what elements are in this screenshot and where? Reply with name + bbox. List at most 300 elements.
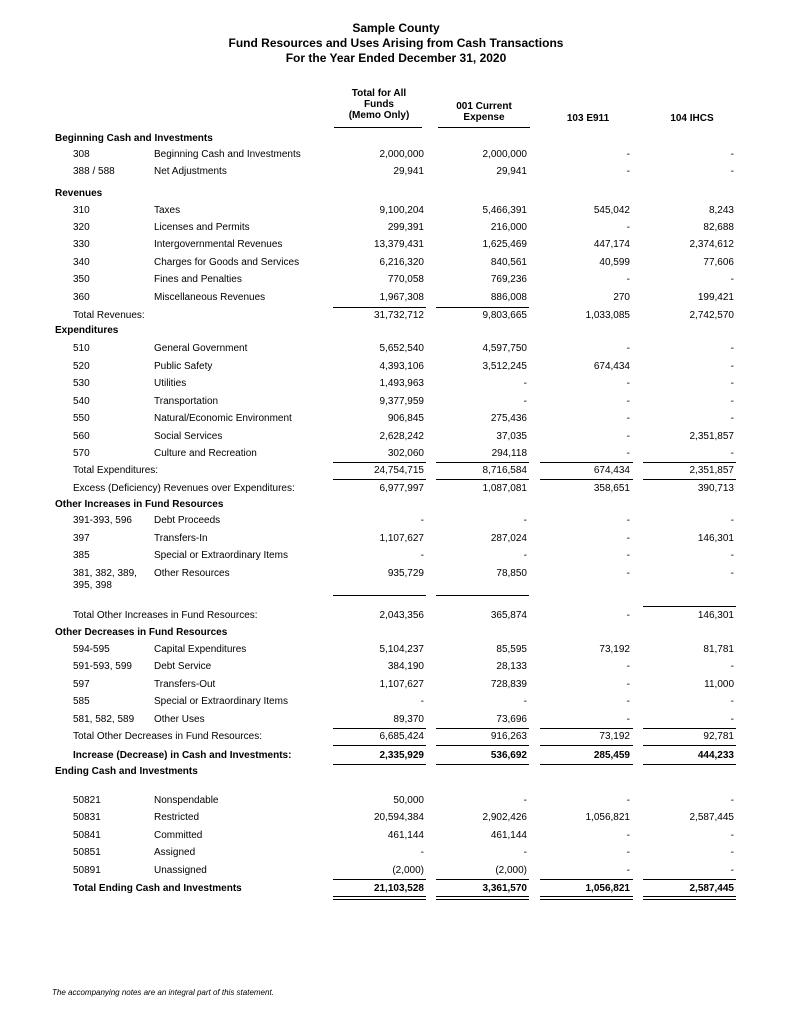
cell-001: 4,597,750: [482, 343, 527, 354]
row-desc: Special or Extraordinary Items: [154, 696, 288, 707]
section-revenues: [0, 187, 792, 201]
cell-001: 8,716,584: [482, 465, 527, 476]
cell-104: 390,713: [697, 483, 734, 494]
cell-103: -: [626, 568, 630, 579]
section-beginning: [0, 132, 792, 146]
section-other-increases: [0, 498, 792, 512]
rule: [333, 879, 426, 880]
cell-103: -: [626, 661, 630, 672]
cell-103: -: [626, 222, 630, 233]
cell-104: 2,351,857: [689, 465, 734, 476]
cell-001: 769,236: [490, 274, 527, 285]
row-label: Total Other Increases in Fund Resources:: [73, 610, 258, 621]
row-label: Total Revenues:: [73, 310, 145, 321]
cell-103: -: [626, 830, 630, 841]
cell-001: 2,000,000: [482, 149, 527, 160]
cell-104: 82,688: [703, 222, 734, 233]
cell-104: -: [730, 515, 734, 526]
row-code: 385: [73, 550, 90, 561]
row-code: 570: [73, 448, 90, 459]
row-desc: General Government: [154, 343, 248, 354]
cell-total: 5,652,540: [379, 343, 424, 354]
rule: [333, 462, 426, 463]
total-row: [0, 749, 792, 763]
cell-103: -: [626, 166, 630, 177]
table-row: [0, 221, 792, 235]
cell-001: -: [523, 396, 527, 407]
table-row: [0, 273, 792, 287]
rule: [540, 462, 633, 463]
rule: [333, 728, 426, 729]
cell-total: 299,391: [387, 222, 424, 233]
double-rule: [436, 896, 529, 900]
row-label: Total Expenditures:: [73, 465, 159, 476]
rule: [540, 479, 633, 480]
cell-103: -: [626, 847, 630, 858]
table-row: [0, 678, 792, 692]
cell-103: -: [626, 515, 630, 526]
cell-104: -: [730, 166, 734, 177]
table-row: [0, 204, 792, 218]
rule: [540, 745, 633, 746]
cell-001: -: [523, 378, 527, 389]
rule: [436, 595, 529, 596]
cell-103: -: [626, 396, 630, 407]
section-label: Expenditures: [55, 325, 119, 336]
cell-001: 728,839: [490, 679, 527, 690]
row-code: 530: [73, 378, 90, 389]
cell-total: 2,000,000: [379, 149, 424, 160]
cell-001: 275,436: [490, 413, 527, 424]
rule: [436, 745, 529, 746]
cell-001: 2,902,426: [482, 812, 527, 823]
row-desc: Capital Expenditures: [154, 644, 247, 655]
cell-104: -: [730, 343, 734, 354]
row-code: 388 / 588: [73, 166, 115, 177]
cell-001: 3,361,570: [482, 883, 527, 894]
cell-104: 2,587,445: [689, 812, 734, 823]
rule: [643, 745, 736, 746]
row-label: Total Ending Cash and Investments: [73, 883, 242, 894]
cell-total: -: [420, 515, 424, 526]
row-desc: Taxes: [154, 205, 181, 216]
cell-total: -: [420, 847, 424, 858]
cell-total: 9,377,959: [379, 396, 424, 407]
section-label: Ending Cash and Investments: [55, 766, 198, 777]
row-desc: Nonspendable: [154, 795, 219, 806]
rule: [643, 728, 736, 729]
col-103-heading: [538, 113, 638, 124]
table-row: [0, 238, 792, 252]
footnote: The accompanying notes are an integral part of this statement.: [52, 988, 274, 997]
cell-total: 906,845: [387, 413, 424, 424]
rule: [436, 879, 529, 880]
row-code: 585: [73, 696, 90, 707]
rule: [540, 879, 633, 880]
cell-total: 9,100,204: [379, 205, 424, 216]
row-code: 340: [73, 257, 90, 268]
cell-001: 3,512,245: [482, 361, 527, 372]
cell-104: -: [730, 696, 734, 707]
table-row: [0, 532, 792, 546]
cell-001: 840,561: [490, 257, 527, 268]
report-period: For the Year Ended December 31, 2020: [285, 51, 507, 65]
cell-104: 2,374,612: [689, 239, 734, 250]
cell-total: 4,393,106: [379, 361, 424, 372]
rule: [643, 479, 736, 480]
cell-001: -: [523, 515, 527, 526]
cell-104: 2,587,445: [689, 883, 734, 894]
cell-001: 73,696: [496, 714, 527, 725]
cell-104: 8,243: [708, 205, 734, 216]
table-row-continuation: [0, 579, 792, 593]
cell-103: -: [626, 378, 630, 389]
col-104-heading: [642, 113, 742, 124]
row-code: 391-393, 596: [73, 515, 132, 526]
cell-104: -: [730, 448, 734, 459]
table-row: [0, 794, 792, 808]
double-rule: [333, 896, 426, 900]
cell-103: 1,056,821: [585, 883, 630, 894]
table-row: [0, 846, 792, 860]
cell-001: 287,024: [490, 533, 527, 544]
table-row: [0, 360, 792, 374]
cell-total: 89,370: [393, 714, 424, 725]
cell-103: -: [626, 795, 630, 806]
row-desc: Assigned: [154, 847, 196, 858]
row-code: 50831: [73, 812, 101, 823]
section-label: Revenues: [55, 188, 103, 199]
row-code: 594-595: [73, 644, 110, 655]
rule: [333, 307, 426, 308]
cell-001: 294,118: [491, 448, 527, 459]
table-row: [0, 864, 792, 878]
cell-104: -: [730, 830, 734, 841]
table-row: [0, 395, 792, 409]
table-row: [0, 643, 792, 657]
total-row: [0, 882, 792, 896]
total-row: [0, 309, 792, 323]
total-row: [0, 609, 792, 623]
row-desc: Special or Extraordinary Items: [154, 550, 288, 561]
row-label: Total Other Decreases in Fund Resources:: [73, 731, 262, 742]
cell-103: -: [626, 696, 630, 707]
cell-total: 1,967,308: [379, 292, 424, 303]
cell-104: -: [730, 568, 734, 579]
table-row: [0, 514, 792, 528]
row-desc: Other Resources: [154, 568, 230, 579]
row-desc: Transportation: [154, 396, 219, 407]
cell-001: 365,874: [490, 610, 527, 621]
cell-total: -: [420, 696, 424, 707]
report-title: Fund Resources and Uses Arising from Cash Transactions: [228, 36, 564, 50]
cell-001: 1,087,081: [482, 483, 527, 494]
table-row: [0, 377, 792, 391]
section-ending: [0, 765, 792, 779]
row-code: 50841: [73, 830, 101, 841]
cell-001: 916,263: [490, 731, 527, 742]
cell-103: 447,174: [593, 239, 630, 250]
row-desc: Transfers-In: [154, 533, 208, 544]
cell-total: 461,144: [387, 830, 424, 841]
cell-001: 461,144: [490, 830, 527, 841]
rule: [436, 462, 529, 463]
rule: [436, 307, 529, 308]
cell-104: 77,606: [703, 257, 734, 268]
row-code: 320: [73, 222, 90, 233]
table-row: [0, 713, 792, 727]
cell-total: 6,216,320: [379, 257, 424, 268]
cell-103: -: [626, 431, 630, 442]
rule: [333, 479, 426, 480]
col-104-line1: 104 IHCS: [670, 113, 714, 124]
cell-total: 50,000: [393, 795, 424, 806]
col-total-underline: [334, 127, 422, 128]
cell-103: -: [626, 413, 630, 424]
cell-104: -: [730, 378, 734, 389]
row-desc: Transfers-Out: [154, 679, 216, 690]
cell-104: -: [730, 865, 734, 876]
col-001-line2: Expense: [463, 112, 505, 123]
cell-104: 444,233: [697, 750, 734, 761]
row-code: 50821: [73, 795, 101, 806]
row-code: 350: [73, 274, 90, 285]
table-row: [0, 291, 792, 305]
cell-total: 2,335,929: [379, 750, 424, 761]
cell-001: -: [523, 847, 527, 858]
table-row: [0, 695, 792, 709]
cell-103: -: [626, 610, 630, 621]
row-desc: Debt Proceeds: [154, 515, 221, 526]
table-row: [0, 342, 792, 356]
row-code: 581, 582, 589: [73, 714, 135, 725]
cell-104: 2,351,857: [689, 431, 734, 442]
row-desc: Beginning Cash and Investments: [154, 149, 301, 160]
cell-103: -: [626, 343, 630, 354]
rule: [436, 728, 529, 729]
cell-001: 886,008: [490, 292, 527, 303]
row-desc: Unassigned: [154, 865, 207, 876]
cell-001: (2,000): [495, 865, 527, 876]
table-row: [0, 430, 792, 444]
cell-001: -: [523, 795, 527, 806]
cell-103: -: [626, 865, 630, 876]
cell-103: 358,651: [593, 483, 630, 494]
cell-104: -: [730, 149, 734, 160]
total-row: [0, 482, 792, 496]
table-row: [0, 660, 792, 674]
table-row: [0, 829, 792, 843]
double-rule: [540, 896, 633, 900]
cell-total: 1,107,627: [379, 533, 424, 544]
cell-001: 37,035: [496, 431, 527, 442]
row-code: 308: [73, 149, 90, 160]
row-desc: Restricted: [154, 812, 200, 823]
row-label: Excess (Deficiency) Revenues over Expenditures:: [73, 483, 295, 494]
cell-total: 13,379,431: [373, 239, 424, 250]
cell-total: 5,104,237: [379, 644, 424, 655]
section-expenditures: [0, 324, 792, 338]
cell-103: -: [626, 714, 630, 725]
cell-total: 6,977,997: [379, 483, 424, 494]
row-desc: Culture and Recreation: [154, 448, 257, 459]
cell-104: 2,742,570: [689, 310, 734, 321]
rule: [333, 595, 426, 596]
cell-104: 146,301: [697, 533, 734, 544]
row-code: 550: [73, 413, 90, 424]
cell-001: 28,133: [496, 661, 527, 672]
rule: [643, 879, 736, 880]
col-total-line1: Total for All: [351, 88, 407, 99]
cell-103: -: [626, 149, 630, 160]
cell-total: -: [420, 550, 424, 561]
row-code: 520: [73, 361, 90, 372]
cell-total: 384,190: [387, 661, 424, 672]
row-desc: Licenses and Permits: [154, 222, 250, 233]
rule: [643, 606, 736, 607]
cell-104: 11,000: [704, 679, 734, 690]
cell-103: 1,056,821: [585, 812, 630, 823]
cell-total: 2,628,242: [379, 431, 424, 442]
cell-104: -: [730, 795, 734, 806]
section-label: Other Decreases in Fund Resources: [55, 627, 228, 638]
cell-103: -: [626, 448, 630, 459]
row-code: 560: [73, 431, 90, 442]
rule: [540, 728, 633, 729]
section-other-decreases: [0, 626, 792, 640]
cell-104: -: [730, 661, 734, 672]
cell-104: -: [730, 274, 734, 285]
row-code: 330: [73, 239, 90, 250]
row-desc: Other Uses: [154, 714, 205, 725]
row-label: Increase (Decrease) in Cash and Investments:: [73, 750, 292, 761]
double-rule: [643, 896, 736, 900]
cell-001: 9,803,665: [482, 310, 527, 321]
cell-001: -: [523, 696, 527, 707]
cell-104: 146,301: [697, 610, 734, 621]
col-total-line2: Funds: [364, 99, 394, 110]
cell-001: 216,000: [490, 222, 527, 233]
row-code: 540: [73, 396, 90, 407]
table-row: [0, 256, 792, 270]
cell-001: 5,466,391: [482, 205, 527, 216]
cell-104: -: [730, 550, 734, 561]
cell-103: 73,192: [599, 644, 630, 655]
cell-104: -: [730, 847, 734, 858]
table-row: [0, 447, 792, 461]
cell-103: 73,192: [599, 731, 630, 742]
cell-total: 302,060: [387, 448, 424, 459]
section-label: Beginning Cash and Investments: [55, 133, 213, 144]
cell-total: 24,754,715: [373, 465, 424, 476]
cell-total: 29,941: [393, 166, 424, 177]
cell-103: 1,033,085: [585, 310, 630, 321]
report-entity: Sample County: [352, 21, 440, 35]
row-desc: Utilities: [154, 378, 187, 389]
section-label: Other Increases in Fund Resources: [55, 499, 224, 510]
cell-103: -: [626, 550, 630, 561]
row-desc: Natural/Economic Environment: [154, 413, 292, 424]
row-code: 397: [73, 533, 90, 544]
cell-103: 545,042: [593, 205, 630, 216]
row-desc: Net Adjustments: [154, 166, 227, 177]
cell-103: -: [626, 679, 630, 690]
cell-103: 285,459: [593, 750, 630, 761]
cell-103: -: [626, 533, 630, 544]
row-code: 360: [73, 292, 90, 303]
rule: [643, 462, 736, 463]
table-row: [0, 549, 792, 563]
cell-total: 20,594,384: [373, 812, 424, 823]
row-desc: Fines and Penalties: [154, 274, 242, 285]
cell-104: -: [730, 413, 734, 424]
cell-total: 31,732,712: [373, 310, 424, 321]
row-code: 597: [73, 679, 90, 690]
cell-001: 1,625,469: [482, 239, 527, 250]
row-code: 591-593, 599: [73, 661, 132, 672]
cell-total: 1,493,963: [379, 378, 424, 389]
cell-total: (2,000): [392, 865, 424, 876]
row-code: 381, 382, 389,: [73, 568, 137, 579]
row-code: 50851: [73, 847, 101, 858]
rule: [436, 479, 529, 480]
cell-103: 40,599: [599, 257, 630, 268]
cell-104: -: [730, 714, 734, 725]
row-desc: Public Safety: [154, 361, 213, 372]
cell-total: 935,729: [387, 568, 424, 579]
table-row: [0, 165, 792, 179]
cell-104: 81,781: [703, 644, 734, 655]
cell-103: 674,434: [593, 465, 630, 476]
row-desc: Intergovernmental Revenues: [154, 239, 283, 250]
cell-103: 674,434: [593, 361, 630, 372]
col-total-heading: [329, 88, 429, 121]
cell-001: -: [523, 550, 527, 561]
col-001-line1: 001 Current: [456, 101, 512, 112]
row-code: 50891: [73, 865, 101, 876]
col-103-line1: 103 E911: [566, 113, 610, 124]
row-desc: Committed: [154, 830, 203, 841]
col-001-heading: [434, 101, 534, 123]
cell-001: 29,941: [496, 166, 527, 177]
cell-001: 536,692: [490, 750, 527, 761]
rule: [333, 745, 426, 746]
cell-total: 1,107,627: [379, 679, 424, 690]
cell-103: 270: [613, 292, 630, 303]
cell-001: 78,850: [496, 568, 527, 579]
table-row: [0, 412, 792, 426]
cell-103: -: [626, 274, 630, 285]
row-desc: Charges for Goods and Services: [154, 257, 300, 268]
cell-001: 85,595: [496, 644, 527, 655]
row-desc: Social Services: [154, 431, 223, 442]
total-row: [0, 464, 792, 478]
table-row: [0, 148, 792, 162]
row-desc: Debt Service: [154, 661, 212, 672]
col-001-underline: [438, 127, 530, 128]
row-desc: Miscellaneous Revenues: [154, 292, 266, 303]
table-row: [0, 811, 792, 825]
col-total-line3: (Memo Only): [348, 110, 410, 121]
cell-104: -: [730, 361, 734, 372]
cell-total: 21,103,528: [373, 883, 424, 894]
cell-104: -: [730, 396, 734, 407]
cell-total: 770,058: [387, 274, 424, 285]
cell-104: 199,421: [697, 292, 734, 303]
row-code: 510: [73, 343, 90, 354]
total-row: [0, 730, 792, 744]
row-code: 310: [73, 205, 90, 216]
